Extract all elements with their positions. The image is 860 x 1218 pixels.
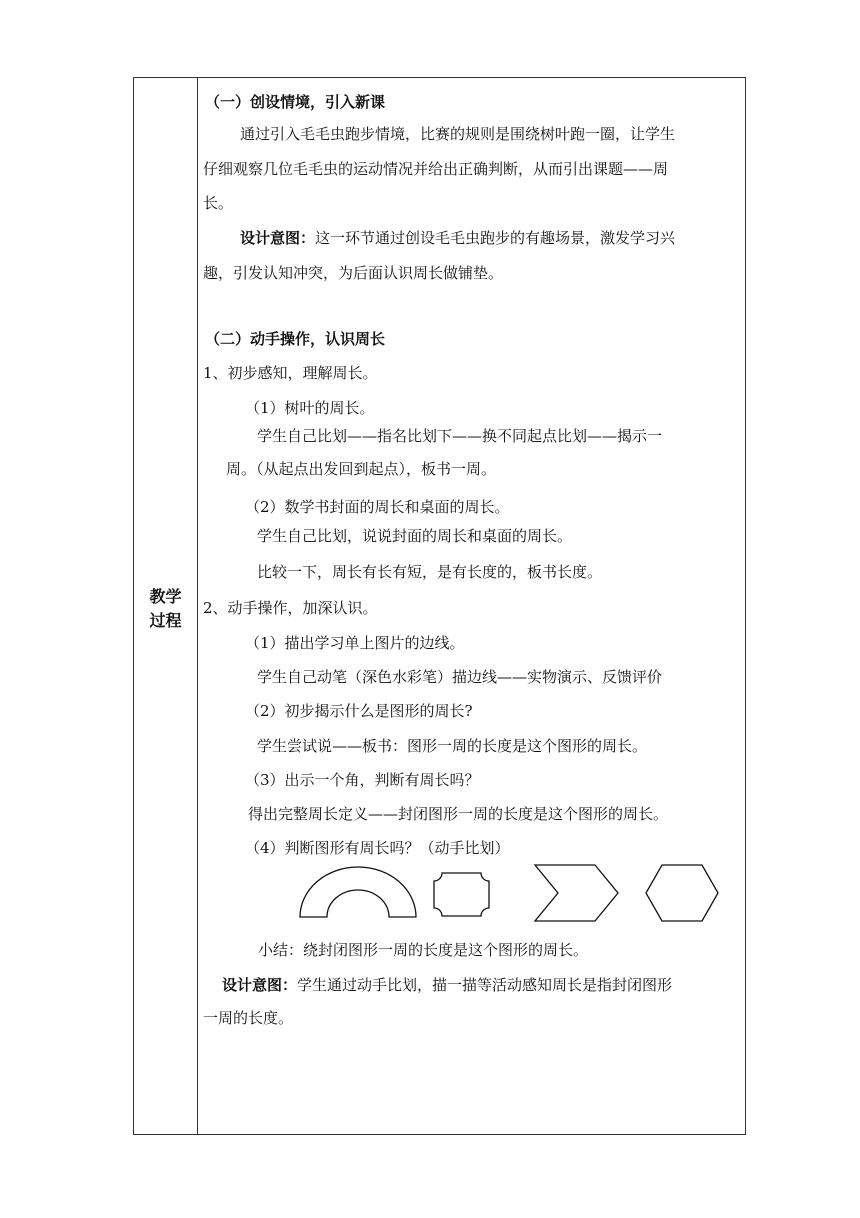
step2-item1: （1）描出学习单上图片的边线。 xyxy=(245,634,465,652)
step1-item2: （2）数学书封面的周长和桌面的周长。 xyxy=(245,498,510,516)
section1-intent-line-2: 趣，引发认知冲突，为后面认识周长做铺垫。 xyxy=(203,264,504,282)
step1-item2-desc-2: 比较一下，周长有长有短，是有长度的，板书长度。 xyxy=(257,563,603,581)
arch-shape xyxy=(300,867,416,917)
step2-item4: （4）判断图形有周长吗？（动手比划） xyxy=(245,839,510,857)
section1-para-line-1: 通过引入毛毛虫跑步情境，比赛的规则是围绕树叶跑一圈，让学生 xyxy=(240,125,676,143)
row-label xyxy=(134,585,197,633)
step1-item1-desc-1: 学生自己比划——指名比划下——换不同起点比划——揭示一 xyxy=(257,427,663,445)
step2: 2、动手操作，加深认识。 xyxy=(203,599,378,617)
step2-item1-desc: 学生自己动笔（深色水彩笔）描边线——实物演示、反馈评价 xyxy=(257,668,663,686)
section2-heading: （二）动手操作，认识周长 xyxy=(205,330,386,348)
section2-intent-label: 设计意图： xyxy=(222,976,298,994)
row-label-line-2: 过程 xyxy=(149,611,182,630)
column-divider xyxy=(197,77,198,1135)
step2-item2: （2）初步揭示什么是图形的周长? xyxy=(245,702,473,720)
step2-item3: （3）出示一个角，判断有周长吗？ xyxy=(245,771,480,789)
section2-intent-text: 学生通过动手比划，描一描等活动感知周长是指封闭图形 xyxy=(297,976,673,994)
section2-intent-line-1 xyxy=(222,975,672,995)
step2-item2-desc: 学生尝试说——板书：图形一周的长度是这个图形的周长。 xyxy=(257,737,648,755)
row-label-line-1: 教学 xyxy=(149,587,182,606)
section1-para-line-2: 仔细观察几位毛毛虫的运动情况并给出正确判断，从而引出课题——周 xyxy=(203,160,669,178)
step2-item3-desc: 得出完整周长定义——封闭图形一周的长度是这个图形的周长。 xyxy=(248,805,669,823)
arrow-pentagon-shape xyxy=(535,865,618,921)
step1: 1、初步感知，理解周长。 xyxy=(203,364,378,382)
notched-square-shape xyxy=(434,873,489,916)
section1-heading: （一）创设情境，引入新课 xyxy=(205,93,386,111)
step1-item1-desc-2: 周。（从起点出发回到起点），板书一周。 xyxy=(226,460,497,478)
shapes-figure xyxy=(290,860,730,926)
step1-item2-desc-1: 学生自己比划，说说封面的周长和桌面的周长。 xyxy=(257,527,573,545)
section1-para-line-3: 长。 xyxy=(203,194,234,212)
summary: 小结：绕封闭图形一周的长度是这个图形的周长。 xyxy=(258,941,589,959)
section1-intent-label: 设计意图： xyxy=(240,229,316,247)
step1-item1: （1）树叶的周长。 xyxy=(245,399,375,417)
hexagon-shape xyxy=(646,865,718,921)
section2-intent-line-2: 一周的长度。 xyxy=(203,1009,294,1027)
section1-intent-line-1 xyxy=(240,228,675,248)
section1-intent-text: 这一环节通过创设毛毛虫跑步的有趣场景，激发学习兴 xyxy=(315,229,676,247)
